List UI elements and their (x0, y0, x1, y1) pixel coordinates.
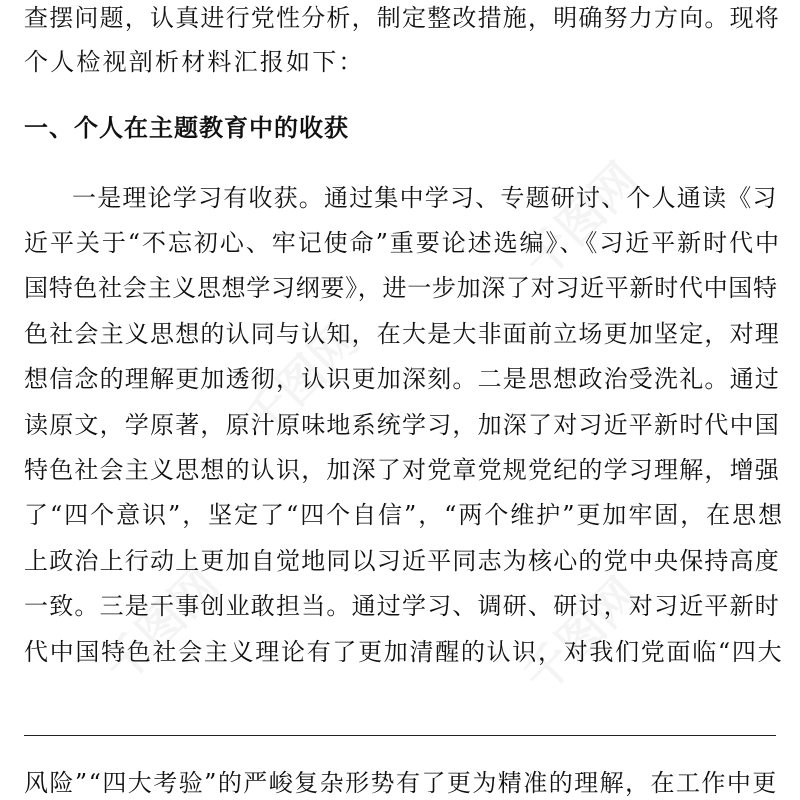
watermark: 千图网 (513, 152, 650, 289)
body-text-line: 了“四个意识”，坚定了“四个自信”，“两个维护”更加牢固，在思想 (24, 501, 785, 529)
body-text-line: 读原文，学原著，原汁原味地系统学习，加深了对习近平新时代中国 (24, 411, 780, 439)
body-text-line: 上政治上行动上更加自觉地同以习近平同志为核心的党中央保持高度 (24, 547, 780, 575)
watermark: 千图网 (513, 567, 650, 704)
section-heading: 一、个人在主题教育中的收获 (24, 114, 349, 142)
watermark: 千图网 (93, 557, 230, 694)
page-break-divider (24, 735, 776, 736)
body-text-line: 想信念的理解更加透彻，认识更加深刻。二是思想政治受洗礼。通过 (24, 365, 780, 393)
next-page-text-line: 风险”“四大考验”的严峻复杂形势有了更为精准的理解，在工作中更 (24, 769, 778, 797)
body-text-line: 近平关于“不忘初心、牢记使命”重要论述选编》、《习近平新时代中 (24, 229, 781, 257)
paragraph-first-line: 一是理论学习有收获。通过集中学习、专题研讨、个人通读《习 (72, 184, 778, 212)
body-text-line: 个人检视剖析材料汇报如下： (24, 48, 365, 76)
body-text-line: 代中国特色社会主义理论有了更加清醒的认识，对我们党面临“四大 (24, 638, 784, 666)
body-text-line: 特色社会主义思想的认识，加深了对党章党规党纪的学习理解，增强 (24, 456, 780, 484)
body-text-line: 色社会主义思想的认同与认知，在大是大非面前立场更加坚定，对理 (24, 320, 780, 348)
watermark: 千图网 (233, 312, 370, 449)
body-text-line: 国特色社会主义思想学习纲要》，进一步加深了对习近平新时代中国特 (24, 274, 778, 302)
body-text-line: 查摆问题，认真进行党性分析，制定整改措施，明确努力方向。现将 (24, 4, 780, 32)
body-text-line: 一致。三是干事创业敢担当。通过学习、调研、研讨，对习近平新时 (24, 592, 780, 620)
